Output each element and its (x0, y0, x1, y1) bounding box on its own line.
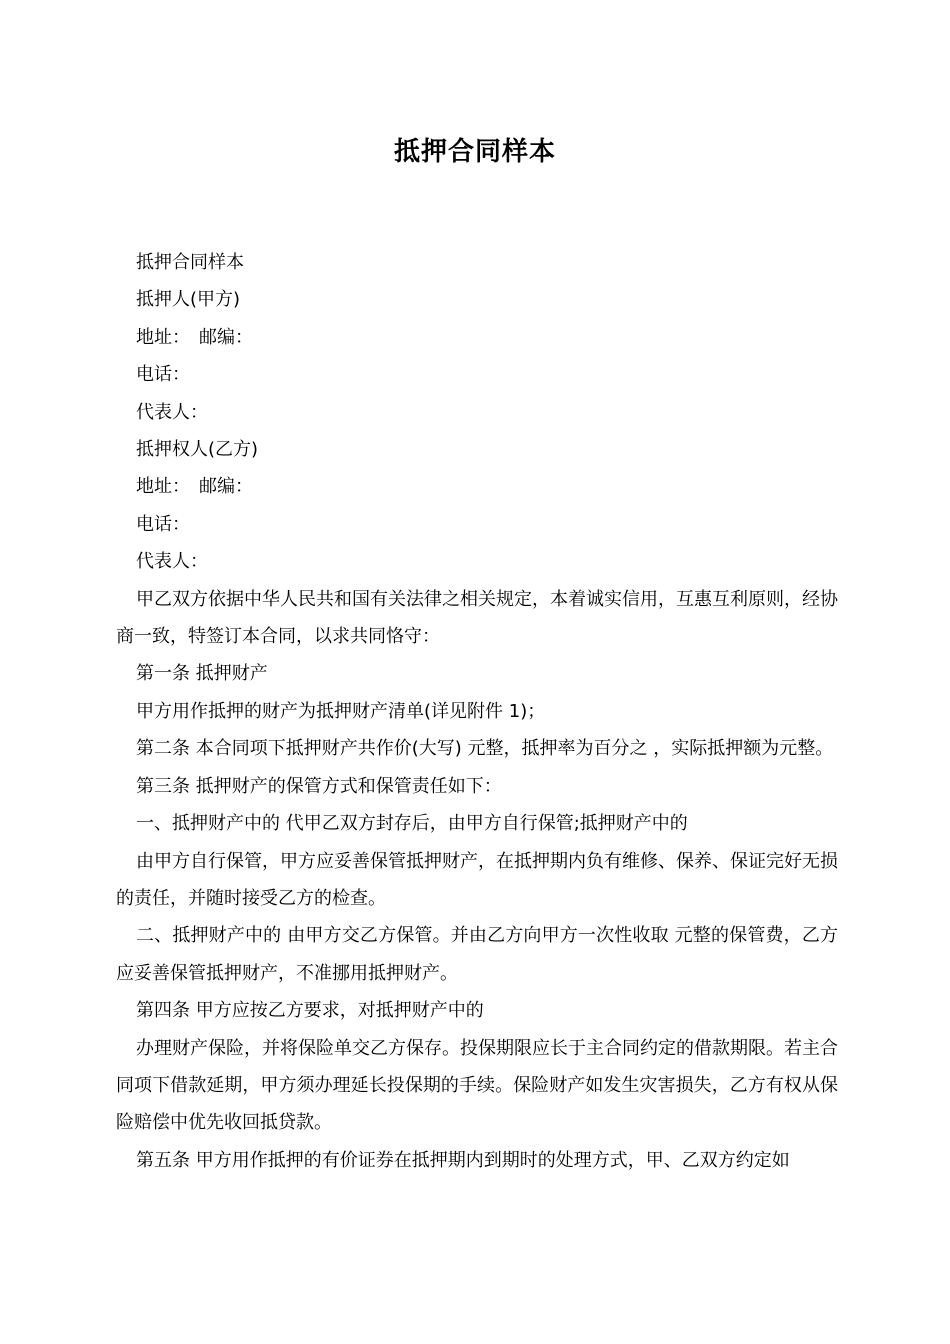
paragraph-preamble: 甲乙双方依据中华人民共和国有关法律之相关规定，本着诚实信用，互惠互利原则，经协商一致，特签订本合同，以求共同恪守： (116, 588, 838, 648)
paragraph-article-3: 第三条 抵押财产的保管方式和保管责任如下： (136, 775, 502, 797)
document-body (116, 244, 838, 1179)
paragraph-mortgagor-address: 地址： 邮编： (136, 326, 253, 348)
paragraph-mortgagor-representative: 代表人： (136, 401, 208, 423)
paragraph-article-1-body: 甲方用作抵押的财产为抵押财产清单(详见附件 1)； (136, 700, 546, 722)
paragraph-mortgagor: 抵押人(甲方) (136, 289, 241, 311)
paragraph-article-4: 第四条 甲方应按乙方要求，对抵押财产中的 (136, 1000, 484, 1022)
paragraph-article-3-item-1-cont: 由甲方自行保管，甲方应妥善保管抵押财产，在抵押期内负有维修、保养、保证完好无损的责任，并随时接受乙方的检查。 (116, 850, 838, 909)
paragraph-article-5: 第五条 甲方用作抵押的有价证券在抵押期内到期时的处理方式，甲、乙双方约定如 (136, 1149, 790, 1171)
paragraph-article-3-item-2: 二、抵押财产中的 由甲方交乙方保管。并由乙方向甲方一次性收取 元整的保管费，乙方应妥善保管抵押财产，不准挪用抵押财产。 (116, 925, 838, 984)
paragraph-article-3-item-1: 一、抵押财产中的 代甲乙双方封存后，由甲方自行保管;抵押财产中的 (136, 813, 688, 835)
paragraph-heading: 抵押合同样本 (136, 252, 244, 273)
paragraph-mortgagee-address: 地址： 邮编： (136, 476, 253, 498)
document-title: 抵押合同样本 (393, 137, 556, 167)
paragraph-article-4-body: 办理财产保险，并将保险单交乙方保存。投保期限应长于主合同约定的借款期限。若主合同项下借款延期，甲方须办理延长投保期的手续。保险财产如发生灾害损失，乙方有权从保险赔偿中优先收回抵贷款。 (116, 1037, 838, 1134)
paragraph-mortgagor-phone: 电话： (136, 364, 190, 386)
paragraph-mortgagee: 抵押权人(乙方) (136, 439, 259, 461)
paragraph-article-1: 第一条 抵押财产 (136, 663, 268, 685)
paragraph-mortgagee-phone: 电话： (136, 513, 190, 535)
paragraph-mortgagee-representative: 代表人： (136, 551, 208, 573)
paragraph-article-2: 第二条 本合同项下抵押财产共作价(大写) 元整，抵押率为百分之 ，实际抵押额为元整。 (136, 738, 834, 760)
